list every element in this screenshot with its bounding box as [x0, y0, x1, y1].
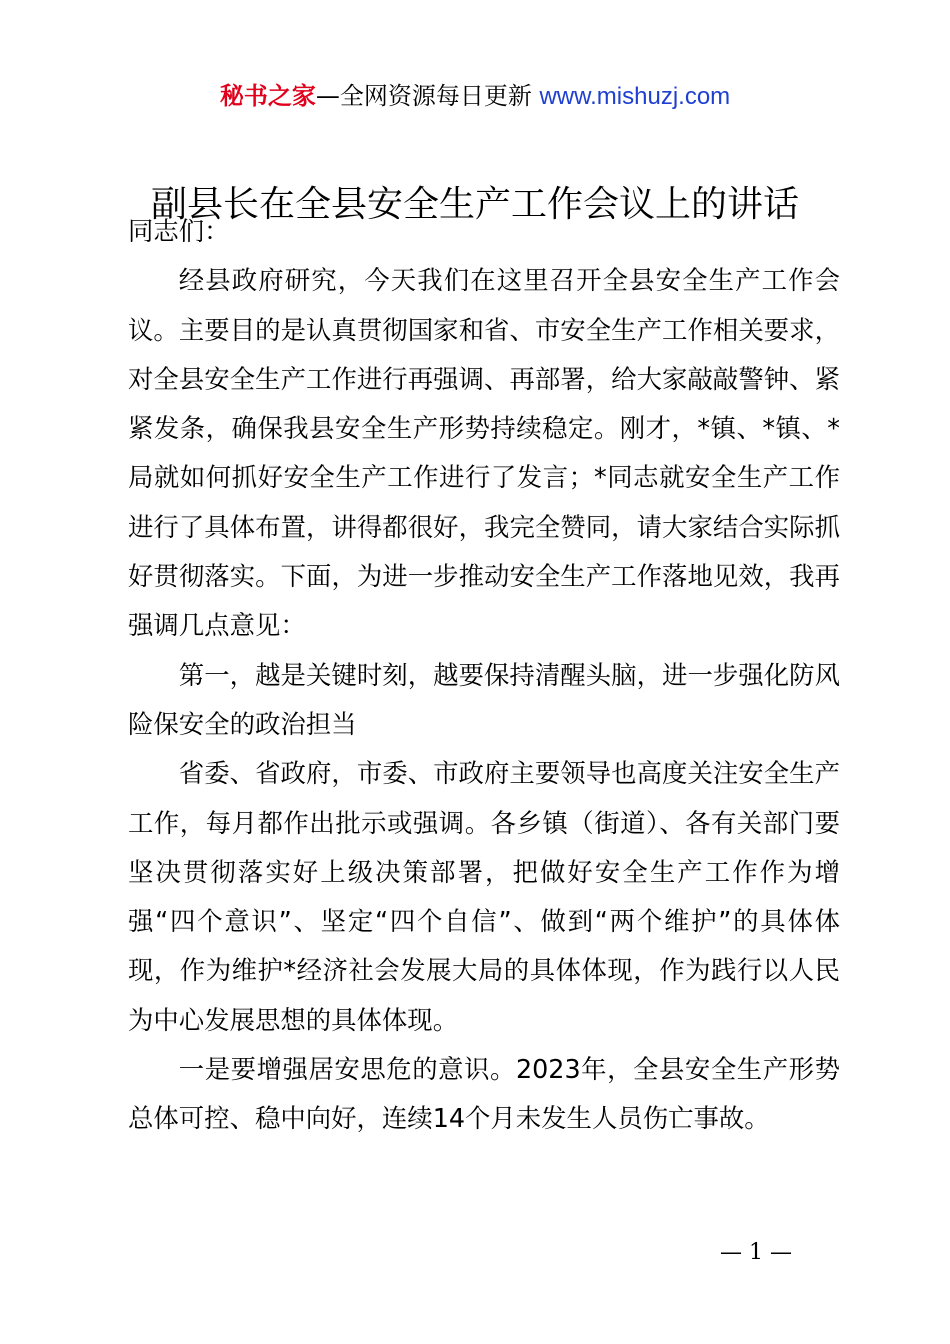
page-number: — 1 — — [720, 1240, 792, 1265]
paragraph: 一是要增强居安思危的意识。2023年，全县安全生产形势总体可控、稳中向好，连续14个月未发生人员伤亡事故。 — [128, 1054, 840, 1134]
section-heading: 第一，越是关键时刻，越要保持清醒头脑，进一步强化防风险保安全的政治担当 — [128, 659, 840, 739]
document-title: 副县长在全县安全生产工作会议上的讲话 — [150, 184, 799, 225]
document-body — [128, 207, 840, 1144]
salutation: 同志们： — [128, 216, 230, 246]
paragraph: 省委、省政府，市委、市政府主要领导也高度关注安全生产工作，每月都作出批示或强调。各乡镇（街道）、各有关部门要坚决贯彻落实好上级决策部署，把做好安全生产工作作为增强“四个意识”、坚定“四个自信”、做到“两个维护”的具体体现，作为维护*经济社会发展大局的具体体现，作为践行以人民为中心发展思想的具体体现。 — [128, 758, 840, 1035]
paragraph: 经县政府研究，今天我们在这里召开全县安全生产工作会议。主要目的是认真贯彻国家和省、市安全生产工作相关要求，对全县安全生产工作进行再强调、再部署，给大家敲敲警钟、紧紧发条，确保我县安全生产形势持续稳定。刚才，*镇、*镇、*局就如何抓好安全生产工作进行了发言；*同志就安全生产工作进行了具体布置，讲得都很好，我完全赞同，请大家结合实际抓好贯彻落实。下面，为进一步推动安全生产工作落地见效，我再强调几点意见： — [128, 265, 840, 641]
watermark-header — [0, 80, 950, 113]
site-url[interactable]: www.mishuzj.com — [539, 83, 731, 110]
header-slogan: —全网资源每日更新 — [315, 82, 540, 110]
brand-name: 秘书之家 — [219, 82, 316, 110]
